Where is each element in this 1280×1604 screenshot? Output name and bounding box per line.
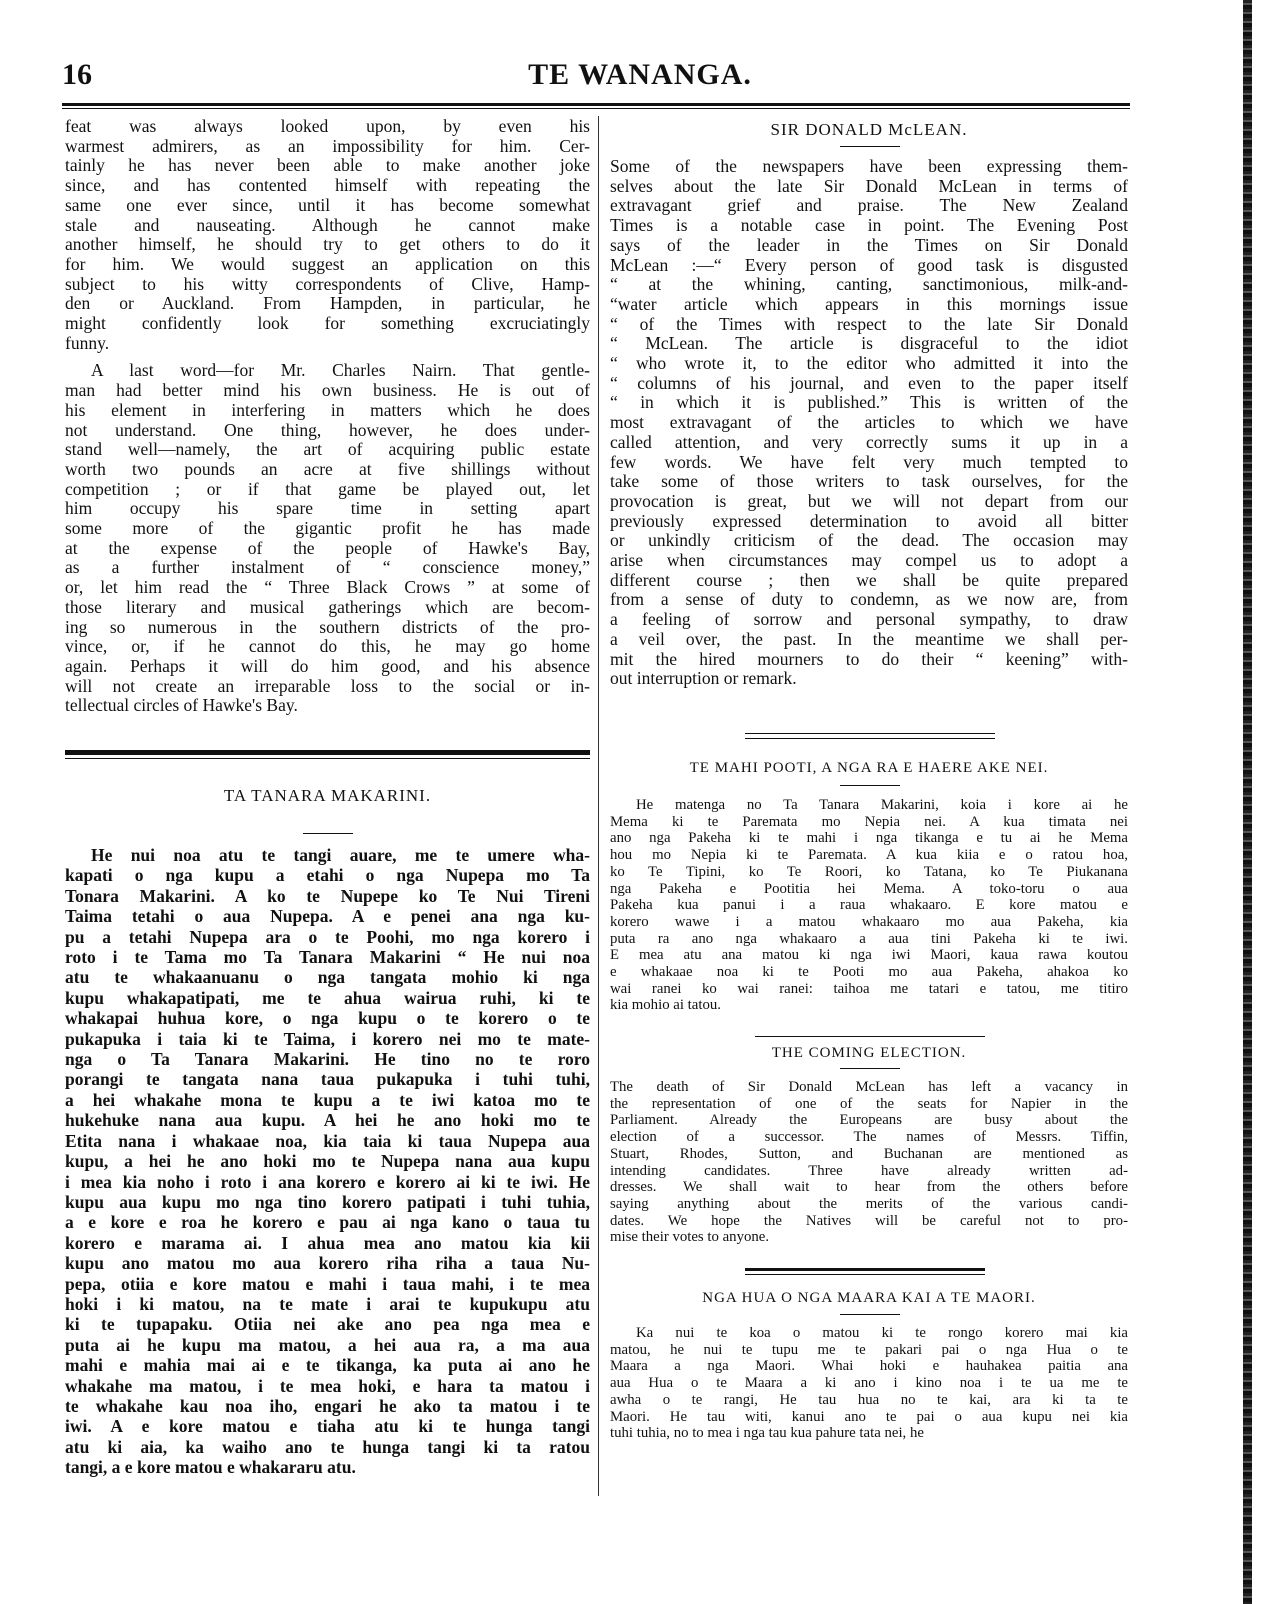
paragraph [610,1325,1128,1442]
text-line: some more of the gigantic profit he has made [65,518,590,539]
text-line: Tonara Makarini. A ko te Nupepe ko Te Nui Tireni [65,885,590,906]
text-line: called attention, and very correctly sums it up in a [610,431,1128,452]
text-line: a e kore e roa he korero e pau ai nga kano o taua tu [65,1212,590,1233]
text-line: “ who wrote it, to the editor who admitted it into the [610,353,1128,374]
text-line: nga Pakeha e Pootitia hei Mema. A toko-toru o aua [610,880,1128,897]
text-line: “ in which it is published.” This is written of the [610,392,1128,413]
text-line: ing so numerous in the southern districts of the pro- [65,616,590,637]
text-line: pu a tetahi Nupepa ara o te Poohi, mo nga korero i [65,926,590,947]
text-line: at the expense of the people of Hawke's Bay, [65,537,590,558]
text-line: tellectual circles of Hawke's Bay. [65,695,298,716]
text-line: kupu, a hei he ano hoki mo te Nupepa nana aua kupu [65,1151,590,1172]
text-line: “ of the Times with respect to the late Sir Donald [610,313,1128,334]
text-line: iwi. A e kore matou e tiaha atu ki te hunga tangi [65,1416,590,1437]
text-line: selves about the late Sir Donald McLean in terms of [610,175,1128,196]
text-line: mahi e mahia mai ai e te tikanga, ka puta ai ano he [65,1355,590,1376]
text-line: those literary and musical gatherings which are becom- [65,596,590,617]
article-pooti [610,797,1128,1014]
text-line: The death of Sir Donald McLean has left a vacancy in [610,1079,1128,1095]
paragraph [65,845,590,1478]
text-line: porangi te tangata nana taua pukapuka i tuhi tuhi, [65,1069,590,1090]
text-line: subject to his witty correspondents of Clive, Hamp- [65,273,590,294]
text-line: He nui noa atu te tangi auare, me te umere wha- [91,845,590,865]
text-line: tainly he has never been able to make another joke [65,155,590,176]
text-line: since, and has contented himself with repeating the [65,175,590,196]
text-line: a veil over, the past. In the meantime we shall per- [610,628,1128,649]
heading-rule [840,1314,900,1315]
text-line: puta ra ano nga whakaaro a aua tini Pakeha ki te iwi. [610,930,1128,947]
text-line: says of the leader in the Times on Sir Donald [610,234,1128,255]
section-rule-thin [65,758,590,759]
text-line: same one ever since, until it has become somewhat [65,194,590,215]
text-line: Mema ki te Paremata mo Nepia nei. A kua timata nei [610,813,1128,830]
text-line: Pakeha kua panui i a raua whakaaro. E kore matou e [610,897,1128,914]
text-line: out interruption or remark. [610,668,797,689]
text-line: dresses. We shall wait to hear from the others before [610,1179,1128,1196]
text-line: atu te whakaanuanu o nga tangata mohio ki nga [65,967,590,988]
text-line: another himself, he should try to get others to do it [65,234,590,255]
text-line: stale and nauseating. Although he cannot make [65,214,590,235]
text-line: Taima tetahi o aua Nupepa. A e penei ana nga ku- [65,906,590,927]
text-line: pepa, otiia e kore matou e mahi i taua mahi, i te mea [65,1273,590,1294]
paragraph [610,157,1128,689]
text-line: different course ; then we shall be quite prepared [610,569,1128,590]
text-line: puta ai he kupu ma matou, a hei aua ra, a ma aua [65,1334,590,1355]
text-line: ko Te Tipini, ko Te Roori, ko Tatana, ko Te Piukanana [610,863,1128,880]
text-line: intending candidates. Three have already written ad- [610,1162,1128,1179]
text-line: will not create an irreparable loss to the social or in- [65,675,590,696]
article-maara [610,1325,1128,1442]
section-rule [745,733,995,734]
text-line: Some of the newspapers have been expressing them- [610,156,1128,176]
masthead-rule-thin [62,108,1130,109]
text-line: mit the hired mourners to do their “ keening” with- [610,648,1128,669]
text-line: “ at the whining, canting, sanctimonious, milk-and- [610,274,1128,295]
text-line: election of a successor. The names of Messrs. Tiffin, [610,1129,1128,1146]
text-line: arise when circumstances may compel us to adopt a [610,550,1128,571]
text-line: hukehuke nana aua kupu. A hei he ano hoki mo te [65,1110,590,1131]
text-line: competition ; or if that game be played out, let [65,478,590,499]
scan-edge [1243,0,1252,1604]
text-line: whakahe ma matou, i te mea hoki, e hara ta matou i [65,1375,590,1396]
text-line: vince, or, if he cannot do this, he may go home [65,636,590,657]
text-line: a feeling of sorrow and personal sympathy, to draw [610,609,1128,630]
text-line: tuhi tuhia, no to mea i nga tau kua pahure tata nei, he [610,1425,924,1442]
article-heading: TA TANARA MAKARINI. [223,786,432,805]
text-line: te whakahe kau noa iho, engari he ako ta matou i te [65,1395,590,1416]
text-line: kupu ano matou mo aua korero riha riha a taua Nu- [65,1253,590,1274]
text-line: take some of those writers to task ourselves, for the [610,471,1128,492]
text-line: again. Perhaps it will do him good, and his absence [65,655,590,676]
text-line: tangi, a e kore matou e whakararu atu. [65,1457,356,1478]
text-line: ano nga Pakeha ki te mahi i nga tikanga e tu ai he Mema [610,830,1128,847]
article-ta-tanara [65,845,590,1478]
text-line: or unkindly criticism of the dead. The occasion may [610,530,1128,551]
text-line: “ columns of his journal, and even to the paper itself [610,372,1128,393]
section-rule-thick [65,750,590,755]
text-line: A last word—for Mr. Charles Nairn. That gentle- [91,360,590,381]
section-rule-thick [745,1268,985,1271]
text-line: Stuart, Rhodes, Sutton, and Buchanan are mentioned as [610,1145,1128,1162]
text-line: kupu aua kupu mo nga tino korero patipati i tuhi tuhia, [65,1191,590,1212]
paragraph [610,1079,1128,1246]
text-line: den or Auckland. From Hampden, in particular, he [65,293,590,314]
text-line: kupu whakapatipati, me te ahua wairua ruhi, ki te [65,987,590,1008]
text-line: for him. We would suggest an application on this [65,253,590,274]
text-line: e whakaae noa ki te Pooti mo aua Pakeha, ahakoa ko [610,964,1128,981]
text-line: stand well—namely, the art of acquiring public estate [65,439,590,460]
text-line: kia mohio ai tatou. [610,997,721,1014]
page-number: 16 [62,58,92,91]
text-line: nga o Ta Tanara Makarini. He tino no te roro [65,1049,590,1070]
text-line: “water article which appears in this mornings issue [610,293,1128,314]
text-line: hou mo Nepia ki te Paremata. A kua kiia e o ratou hoa, [610,847,1128,864]
text-line: atu ki aia, ka waiho ano te hunga tangi ki ta ratou [65,1436,590,1457]
text-line: dates. We hope the Natives will be careful not to pro- [610,1212,1128,1229]
article-heading: NGA HUA O NGA MAARA KAI A TE MAORI. [702,1290,1036,1306]
text-line: Ka nui te koa o matou ki te rongo korero mai kia [636,1325,1128,1341]
text-line: Times is a notable case in point. The Evening Post [610,215,1128,236]
text-line: Maara a nga Maori. Whai hoki e hauhakea paitia ana [610,1358,1128,1375]
text-line: feat was always looked upon, by even his [65,116,590,136]
text-line: man had better mind his own business. He is out of [65,380,590,401]
text-line: funny. [65,332,110,353]
text-line: few words. We have felt very much tempted to [610,451,1128,472]
article-heading: THE COMING ELECTION. [771,1045,967,1061]
text-line: most extravagant of the articles to which we have [610,412,1128,433]
heading-rule [303,833,353,834]
text-line: pukapuka i taia ki te Taima, i korero nei mo te mate- [65,1028,590,1049]
text-line: his element in interfering in matters which he does [65,399,590,420]
text-line: whakapai huhua kore, o nga kupu o te korero o te [65,1008,590,1029]
text-line: a hei whakahe mona te kupu a te iwi katoa mo te [65,1089,590,1110]
text-line: roto i te Tama mo Ta Tanara Makarini “ He nui noa [65,947,590,968]
text-line: Parliament. Already the Europeans are busy about the [610,1112,1128,1129]
text-line: him occupy his spare time in setting apart [65,498,590,519]
heading-rule [840,146,900,147]
text-line: previously expressed determination to avoid all bitter [610,510,1128,531]
text-line: “ McLean. The article is disgraceful to the idiot [610,333,1128,354]
section-rule [755,1036,985,1037]
text-line: korero wawe i a matou whakaaro mo aua Pakeha, kia [610,913,1128,930]
text-line: wai ranei ko wai ranei: taihoa me tatari e tatou, me titiro [610,980,1128,997]
text-line: the representation of one of the seats for Napier in the [610,1095,1128,1112]
text-line: matou, he nui te tupu me te pakari pai o nga Hua o te [610,1341,1128,1358]
paragraph [610,797,1128,1014]
text-line: aua Hua o te Maara a ki ano i kino noa i te ua me te [610,1375,1128,1392]
section-rule [745,738,995,739]
text-line: not understand. One thing, however, he does under- [65,419,590,440]
paragraph [65,117,590,353]
masthead-rule [62,103,1130,106]
paragraph [65,361,590,716]
text-line: provocation is great, but we will not depart from our [610,490,1128,511]
text-line: worth two pounds an acre at five shillings without [65,458,590,479]
text-line: mise their votes to anyone. [610,1229,770,1246]
article-election [610,1079,1128,1246]
text-line: awha o te rangi, He tau hua no te kai, ara ki ta te [610,1391,1128,1408]
text-line: warmest admirers, as an impossibility for him. Cer- [65,135,590,156]
text-line: i mea kia noho i roto i ana korero e korero ai ki te iwi. He [65,1171,590,1192]
text-line: Maori. He tau witi, kanui ano te pai o aua kupu nei kia [610,1408,1128,1425]
text-line: from a sense of duty to condemn, as we now are, from [610,589,1128,610]
text-line: as a further instalment of “ conscience money,” [65,557,590,578]
masthead-title: TE WANANGA. [528,58,752,91]
article-heading: SIR DONALD McLEAN. [770,120,968,139]
text-line: or, let him read the “ Three Black Crows ” at some of [65,577,590,598]
text-line: might confidently look for something excruciatingly [65,313,590,334]
heading-rule [840,1068,900,1069]
text-line: McLean :—“ Every person of good task is disgusted [610,254,1128,275]
text-line: hoki i ki matou, na te mate i arai te kupukupu atu [65,1293,590,1314]
text-line: kapati o nga kupu a etahi o nga Nupepa mo Ta [65,865,590,886]
article-mclean [610,157,1128,689]
article-heading: TE MAHI POOTI, A NGA RA E HAERE AKE NEI. [689,760,1049,776]
text-line: saying anything about the merits of the various candi- [610,1195,1128,1212]
article-continued [65,117,590,716]
text-line: He matenga no Ta Tanara Makarini, koia i kore ai he [636,797,1128,813]
text-line: Etita nana i whakaae noa, kia taia ki taua Nupepa aua [65,1130,590,1151]
text-line: korero e marama ai. I ahua mea ano matou kia kii [65,1232,590,1253]
section-rule-thin [745,1274,985,1275]
text-line: E mea atu ana matou ki nga iwi Maori, kaua rawa koutou [610,947,1128,964]
column-divider [598,116,599,1496]
heading-rule [840,785,900,786]
text-line: ki te tupapaku. Otiia nei ake ano pea nga mea e [65,1314,590,1335]
text-line: extravagant grief and praise. The New Zealand [610,195,1128,216]
